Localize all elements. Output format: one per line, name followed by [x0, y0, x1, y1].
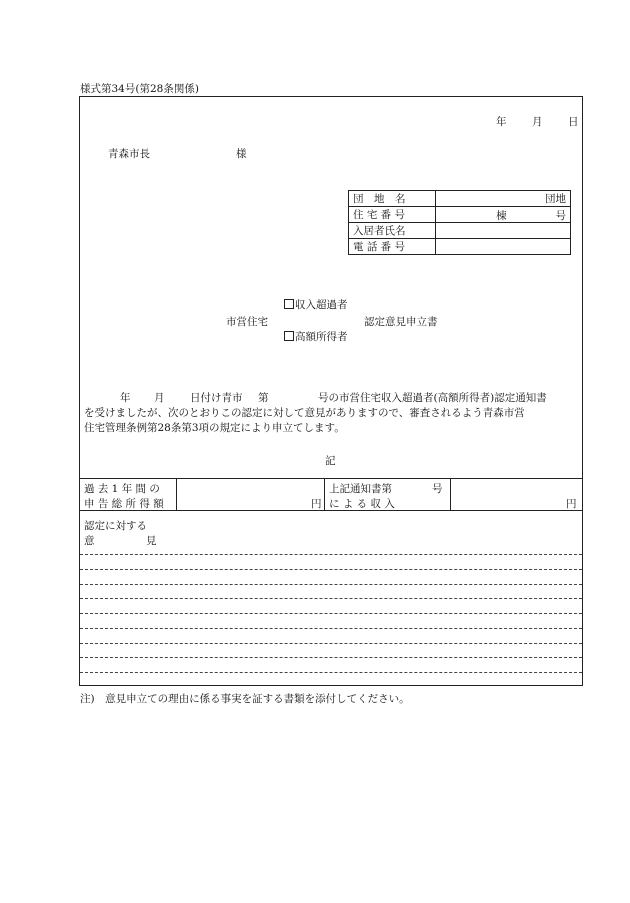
title-prefix: 市営住宅	[226, 316, 268, 328]
date-year: 年	[496, 116, 507, 128]
addressee-title: 青森市長	[108, 148, 150, 160]
resident-name-field[interactable]	[436, 223, 571, 239]
title-suffix: 認定意見申立書	[364, 316, 438, 328]
opinion-line[interactable]	[80, 628, 582, 629]
notice-income-no: 号	[432, 483, 443, 495]
income-row-top-line	[80, 478, 582, 479]
applicant-table	[348, 190, 571, 255]
option-high-income-label: 高額所得者	[295, 331, 348, 343]
table-row	[349, 207, 571, 223]
opinion-line[interactable]	[80, 643, 582, 644]
building-suffix: 棟	[496, 210, 507, 222]
footnote: 注) 意見申立ての理由に係る事実を証する書類を添付してください。	[80, 693, 410, 705]
body-no: 第	[258, 392, 269, 404]
complex-suffix: 団地	[545, 193, 566, 205]
date-month: 月	[532, 116, 543, 128]
opinion-line[interactable]	[80, 598, 582, 599]
income-divider-3	[450, 478, 451, 510]
opinion-label-line2b: 見	[146, 535, 157, 547]
opinion-label-line1: 認定に対する	[84, 520, 147, 532]
body-year: 年	[120, 392, 131, 404]
table-row	[349, 191, 571, 207]
number-suffix: 号	[555, 210, 566, 222]
declared-income-field[interactable]	[178, 480, 323, 509]
notice-income-label-line1: 上記通知書第	[329, 483, 392, 495]
opinion-line[interactable]	[80, 584, 582, 585]
table-row	[349, 239, 571, 255]
form-number: 様式第34号(第28条関係)	[80, 83, 199, 95]
resident-name-label: 入居者氏名	[349, 223, 436, 239]
option-over-income-label: 収入超過者	[295, 299, 348, 311]
checkbox-high-income[interactable]	[284, 331, 294, 341]
house-number-field[interactable]	[436, 207, 571, 223]
option-over-income[interactable]	[284, 297, 348, 312]
opinion-line[interactable]	[80, 613, 582, 614]
opinion-line[interactable]	[80, 672, 582, 673]
table-row	[349, 223, 571, 239]
body-line-3: 住宅管理条例第28条第3項の規定により申立てします。	[84, 422, 345, 434]
house-number-label: 住 宅 番 号	[349, 207, 436, 223]
income-divider-2	[324, 478, 325, 510]
opinion-line[interactable]	[80, 657, 582, 658]
income-label-line2: 申 告 総 所 得 額	[84, 498, 164, 510]
notice-income-field[interactable]	[452, 480, 580, 509]
phone-label: 電 話 番 号	[349, 239, 436, 255]
income-label-line1: 過 去 1 年 間 の	[84, 483, 160, 495]
income-divider-1	[176, 478, 177, 510]
body-line-1: 号の市営住宅収入超過者(高額所得者)認定通知書	[318, 392, 547, 404]
notice-income-label-line2: に よ る 収 入	[329, 498, 395, 510]
complex-name-label: 団 地 名	[349, 191, 436, 207]
opinion-line[interactable]	[80, 569, 582, 570]
body-month: 月	[154, 392, 165, 404]
complex-name-field[interactable]	[436, 191, 571, 207]
date-day: 日	[568, 116, 579, 128]
body-line-2: を受けましたが、次のとおりこの認定に対して意見がありますので、審査されるよう青森市営	[84, 407, 525, 419]
addressee-honorific: 様	[236, 148, 247, 160]
yen-1: 円	[311, 498, 322, 510]
opinion-line[interactable]	[80, 554, 582, 555]
opinion-label-line2a: 意	[84, 535, 95, 547]
yen-2: 円	[566, 498, 577, 510]
ki-heading: 記	[325, 455, 336, 467]
phone-field[interactable]	[436, 239, 571, 255]
option-high-income[interactable]	[284, 329, 348, 344]
checkbox-over-income[interactable]	[284, 299, 294, 309]
body-dated: 日付け青市	[190, 392, 243, 404]
